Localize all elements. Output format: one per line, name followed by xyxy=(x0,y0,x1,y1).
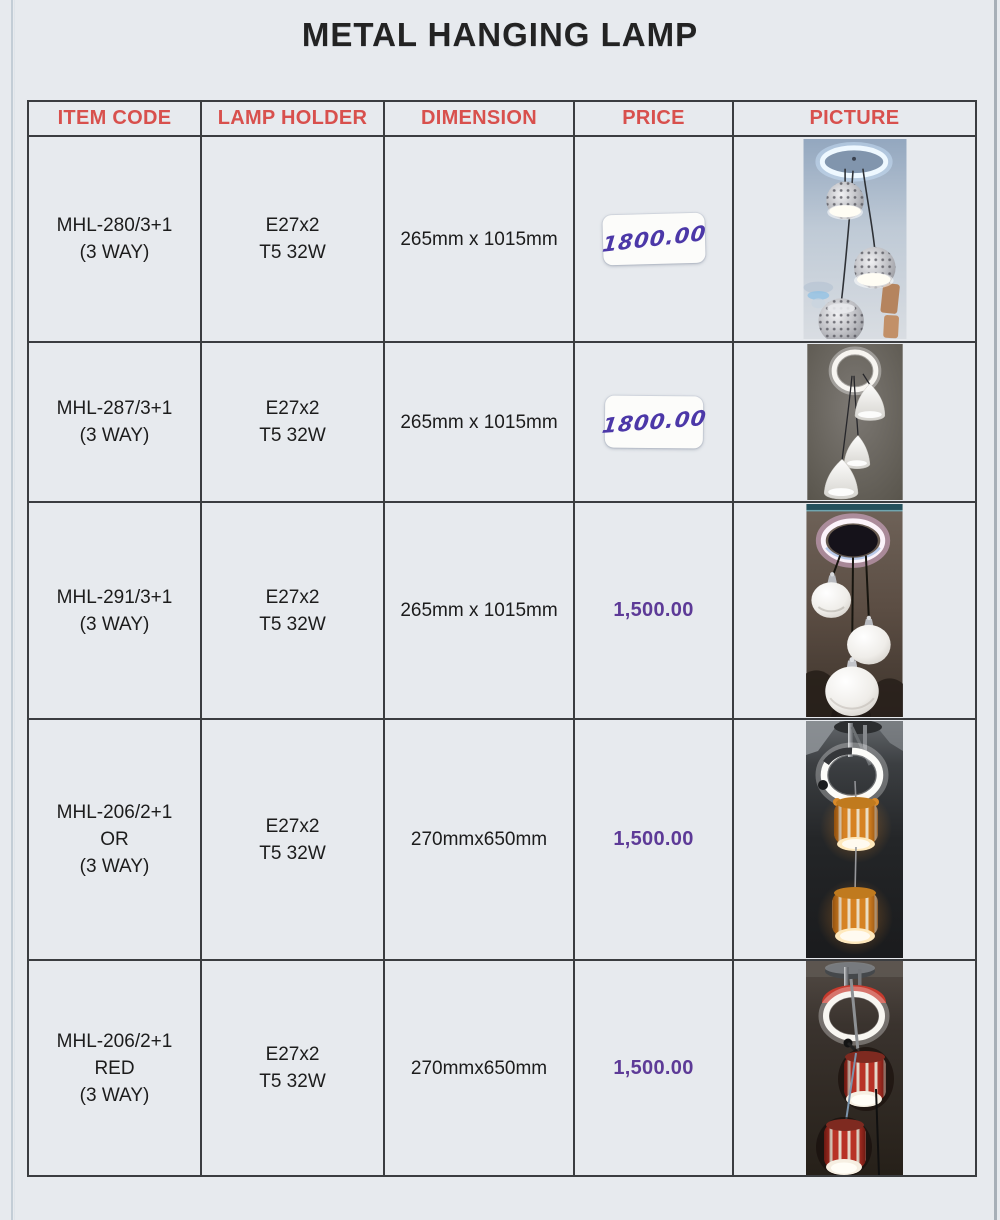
item-code-cell xyxy=(28,342,201,502)
product-photo-orange-barrels xyxy=(806,721,903,958)
printed-price: 1,500.00 xyxy=(613,1056,694,1079)
table-row xyxy=(28,502,976,719)
price-sticker xyxy=(599,396,708,449)
lamp-holder-cell xyxy=(201,719,384,960)
item-code-line: MHL-287/3+1 xyxy=(56,398,173,419)
picture-cell xyxy=(733,719,976,960)
lamp-holder-line: T5 32W xyxy=(259,242,326,263)
dimension-cell: 265mm x 1015mm xyxy=(384,136,574,342)
table-row xyxy=(28,136,976,342)
product-photo-glass-globes xyxy=(806,504,903,717)
item-code-cell xyxy=(28,960,201,1176)
header-lamp-holder: LAMP HOLDER xyxy=(201,101,384,136)
item-code-line: (3 WAY) xyxy=(79,1084,150,1106)
lamp-holder-line: E27x2 xyxy=(265,586,320,608)
table-row xyxy=(28,719,976,960)
lamp-holder-line: E27x2 xyxy=(265,398,320,419)
scan-artifact-left-line xyxy=(11,0,13,1220)
header-row xyxy=(28,101,976,136)
item-code-cell xyxy=(28,719,201,960)
dimension-cell: 265mm x 1015mm xyxy=(384,502,574,719)
picture-cell xyxy=(733,502,976,719)
product-table xyxy=(27,100,977,1177)
lamp-holder-line: T5 32W xyxy=(259,613,326,635)
product-photo-frosted-bells xyxy=(807,344,903,500)
price-cell xyxy=(574,502,733,719)
lamp-holder-cell xyxy=(201,342,384,502)
printed-price: 1,500.00 xyxy=(613,828,694,850)
lamp-holder-line: T5 32W xyxy=(259,842,326,864)
item-code-line: RED xyxy=(94,1057,135,1079)
item-code-line: MHL-280/3+1 xyxy=(56,215,173,236)
header-dimension: DIMENSION xyxy=(384,101,574,136)
lamp-holder-cell xyxy=(201,960,384,1176)
item-code-line: MHL-206/2+1 xyxy=(56,1030,173,1052)
item-code-line: (3 WAY) xyxy=(79,613,150,635)
item-code-line: MHL-206/2+1 xyxy=(56,802,173,823)
table-row xyxy=(28,960,976,1176)
picture-cell xyxy=(733,136,976,342)
lamp-holder-line: E27x2 xyxy=(265,215,320,236)
scan-artifact-right-line xyxy=(994,0,997,1220)
lamp-holder-line: T5 32W xyxy=(259,1071,326,1092)
price-sticker xyxy=(602,213,705,266)
page-title: METAL HANGING LAMP xyxy=(301,16,699,53)
lamp-holder-line: T5 32W xyxy=(259,425,326,446)
item-code-line: MHL-291/3+1 xyxy=(56,586,173,608)
picture-cell xyxy=(733,960,976,1176)
price-cell xyxy=(574,719,733,960)
lamp-holder-line: E27x2 xyxy=(265,1044,320,1065)
price-cell xyxy=(574,342,733,502)
item-code-cell xyxy=(28,502,201,719)
dimension-cell: 265mm x 1015mm xyxy=(384,342,574,502)
scan-artifact-left-line-2 xyxy=(14,0,15,1220)
header-item-code: ITEM CODE xyxy=(28,101,201,136)
lamp-holder-cell xyxy=(201,502,384,719)
product-photo-red-barrels xyxy=(806,961,903,1175)
price-cell xyxy=(574,136,733,342)
item-code-line: (3 WAY) xyxy=(79,856,150,877)
lamp-holder-cell xyxy=(201,136,384,342)
item-code-line: OR xyxy=(100,829,129,850)
printed-price: 1,500.00 xyxy=(613,599,694,621)
lamp-holder-line: E27x2 xyxy=(265,815,320,837)
header-price: PRICE xyxy=(574,101,733,136)
dimension-cell: 270mmx650mm xyxy=(384,960,574,1176)
item-code-line: (3 WAY) xyxy=(79,242,150,263)
header-picture: PICTURE xyxy=(733,101,976,136)
price-cell xyxy=(574,960,733,1176)
picture-cell xyxy=(733,342,976,502)
item-code-line: (3 WAY) xyxy=(79,425,150,446)
item-code-cell xyxy=(28,136,201,342)
dimension-cell: 270mmx650mm xyxy=(384,719,574,960)
handwritten-price: 1800.00 xyxy=(599,405,708,438)
product-photo-chrome-pendants xyxy=(803,139,907,339)
table-row xyxy=(28,342,976,502)
handwritten-price: 1800.00 xyxy=(600,220,707,257)
